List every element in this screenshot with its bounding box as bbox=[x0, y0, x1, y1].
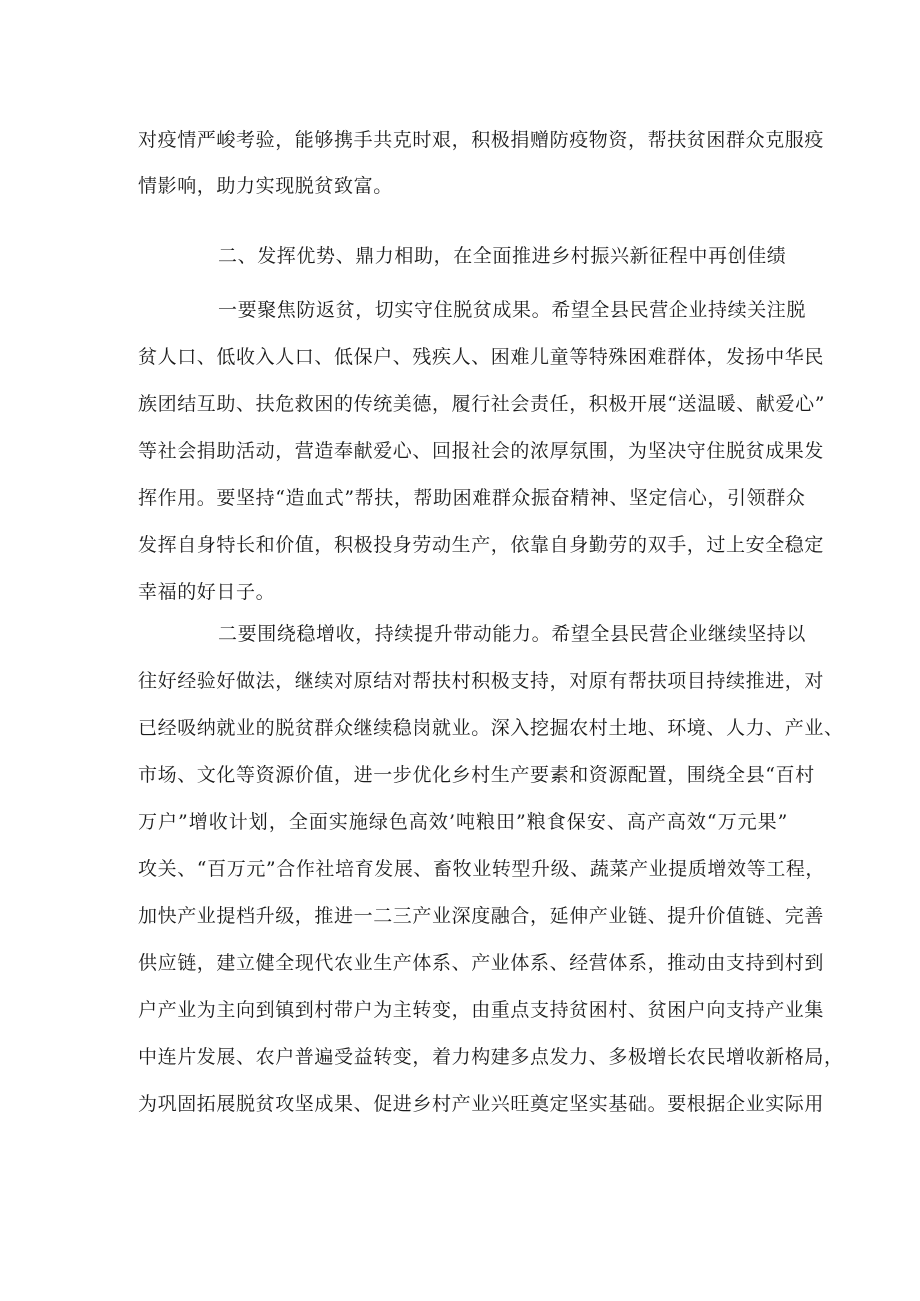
text-line: 加快产业提档升级，推进一二三产业深度融合，延伸产业链、提升价值链、完善 bbox=[138, 905, 825, 927]
text-line: 攻关、“百万元”合作社培育发展、畜牧业转型升级、蔬菜产业提质增效等工程， bbox=[138, 858, 826, 880]
text-line: 往好经验好做法，继续对原结对帮扶村积极支持，对原有帮扶项目持续推进，对 bbox=[138, 670, 825, 692]
text-line: 贫人口、低收入人口、低保户、残疾人、困难儿童等特殊困难群体，发扬中华民 bbox=[138, 346, 825, 368]
text-line: 二要围绕稳增收，持续提升带动能力。希望全县民营企业继续坚持以 bbox=[218, 623, 807, 645]
text-line: 等社会捐助活动，营造奉献爱心、回报社会的浓厚氛围，为坚决守住脱贫成果发 bbox=[138, 440, 825, 462]
text-line: 中连片发展、农户普遍受益转变，着力构建多点发力、多极增长农民增收新格局， bbox=[138, 1046, 844, 1068]
text-line: 市场、文化等资源价值，进一步优化乡村生产要素和资源配置，围绕全县“百村 bbox=[138, 764, 815, 786]
text-line: 万户”增收计划，全面实施绿色高效’吨粮田”粮食保安、高产高效“万元果” bbox=[138, 811, 788, 833]
text-line: 挥作用。要坚持“造血式”帮扶，帮助困难群众振奋精神、坚定信心，引领群众 bbox=[138, 487, 806, 509]
text-line: 一要聚焦防返贫，切实守住脱贫成果。希望全县民营企业持续关注脱 bbox=[218, 299, 807, 321]
text-line: 幸福的好日子。 bbox=[138, 581, 276, 603]
text-line: 对疫情严峻考验，能够携手共克时艰，积极捐赠防疫物资，帮扶贫困群众克服疫 bbox=[138, 129, 825, 151]
text-line: 为巩固拓展脱贫攻坚成果、促进乡村产业兴旺奠定坚实基础。要根据企业实际用 bbox=[138, 1093, 825, 1115]
text-line: 户产业为主向到镇到村带户为主转变，由重点支持贫困村、贫困户向支持产业集 bbox=[138, 999, 825, 1021]
section-heading: 二、发挥优势、鼎力相助，在全面推进乡村振兴新征程中再创佳绩 bbox=[218, 245, 787, 267]
text-line: 族团结互助、扶危救困的传统美德，履行社会责任，积极开展“送温暖、献爱心” bbox=[138, 393, 826, 415]
text-line: 情影响，助力实现脱贫致富。 bbox=[138, 175, 393, 197]
text-line: 已经吸纳就业的脱贫群众继续稳岗就业。深入挖掘农村土地、环境、人力、产业、 bbox=[138, 717, 844, 739]
text-line: 发挥自身特长和价值，积极投身劳动生产，依靠自身勤劳的双手，过上安全稳定 bbox=[138, 534, 825, 556]
text-line: 供应链，建立健全现代农业生产体系、产业体系、经营体系，推动由支持到村到 bbox=[138, 952, 825, 974]
